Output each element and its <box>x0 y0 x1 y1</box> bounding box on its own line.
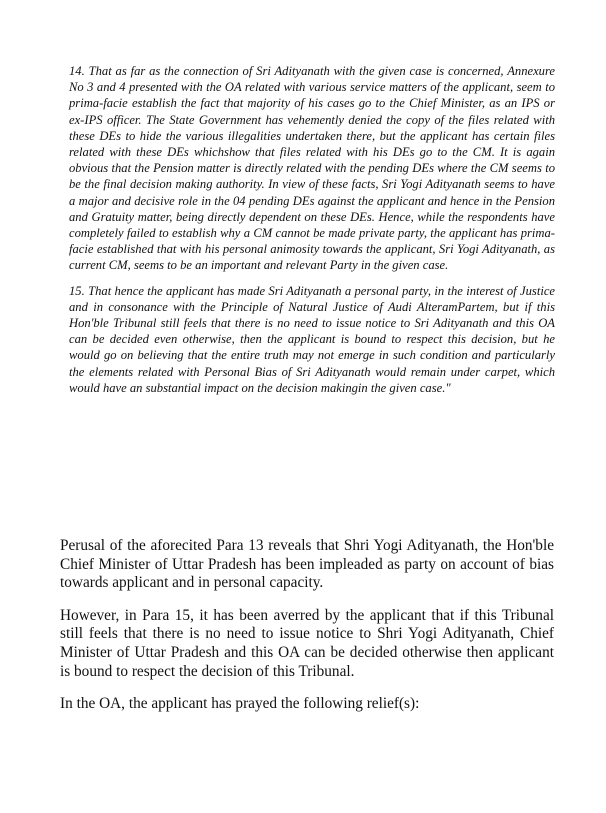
body-paragraph-however: However, in Para 15, it has been averred by the applicant that if this Tribunal still feels that there is no need to issue notice to Shri Yogi Adityanath, Chief Minister of Uttar Pradesh and this OA can be decided otherwise then applicant is bound to respect the decision of this Tribunal. <box>60 606 554 680</box>
quoted-paragraph-14: 14. That as far as the connection of Sri Adityanath with the given case is concerned, Annexure No 3 and 4 presented with the OA related with various service matters of the applicant, seem to prima-facie establish the fact that majority of his cases go to the Chief Minister, as an IPS or ex-IPS officer. The State Government has vehemently denied the copy of the files related with these DEs to hide the various illegalities undertaken there, but the applicant has certain files related with these DEs whichshow that files related with his DEs go to the CM. It is again obvious that the Pension matter is directly related with the pending DEs where the CM seems to be the final decision making authority. In view of these facts, Sri Yogi Adityanath seems to have a major and decisive role in the 04 pending DEs against the applicant and hence in the Pension and Gratuity matter, being directly dependent on these DEs. Hence, while the respondents have completely failed to establish why a CM cannot be made private party, the applicant has prima-facie established that with his personal animosity towards the applicant, Sri Yogi Adityanath, as current CM, seems to be an important and relevant Party in the given case. <box>69 64 555 273</box>
quoted-excerpt <box>69 63 555 396</box>
body-paragraph-relief: In the OA, the applicant has prayed the following relief(s): <box>60 695 420 713</box>
body-paragraph-perusal: Perusal of the aforecited Para 13 reveals that Shri Yogi Adityanath, the Hon'ble Chief Minister of Uttar Pradesh has been impleaded as party on account of bias towards applicant and in personal capacity. <box>60 537 554 592</box>
quoted-paragraph-15: 15. That hence the applicant has made Sri Adityanath a personal party, in the interest of Justice and in consonance with the Principle of Natural Justice of Audi AlteramPartem, but if this Hon'ble Tribunal still feels that there is no need to issue notice to Sri Adityanath and this OA can be decided even otherwise, then the applicant is bound to respect this decision, but he would go on believing that the entire truth may not emerge in such condition and particularly the elements related with Personal Bias of Sri Adityanath would remain under carpet, which would have an substantial impact on the decision makingin the given case." <box>69 283 555 395</box>
body-text <box>60 537 554 728</box>
